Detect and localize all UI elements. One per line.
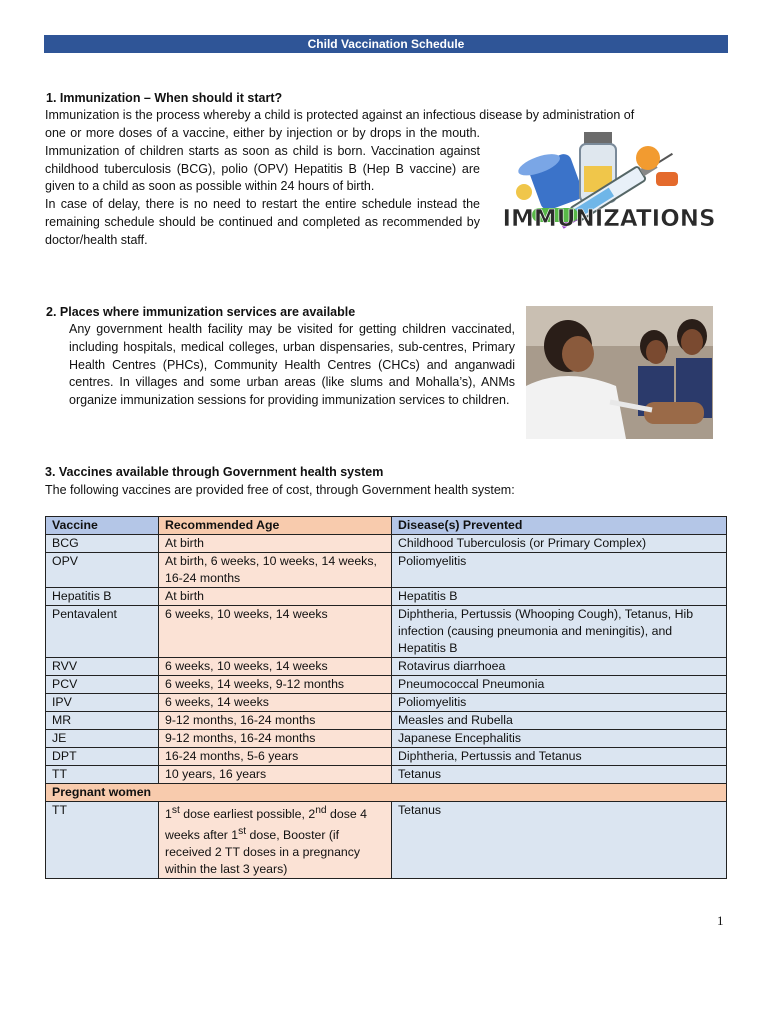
cell-vaccine: BCG <box>46 535 159 553</box>
table-row <box>46 802 727 879</box>
cell-vaccine: TT <box>46 766 159 784</box>
cell-vaccine: DPT <box>46 748 159 766</box>
cell-age: At birth <box>159 588 392 606</box>
vaccine-bottle-icon <box>498 122 720 246</box>
superscript: st <box>171 805 180 816</box>
cell-disease: Diphtheria, Pertussis (Whooping Cough), Tetanus, Hib infection (causing pneumonia and meningitis), and Hepatitis B <box>392 606 727 658</box>
table-header-row <box>46 517 727 535</box>
cell-disease: Tetanus <box>392 802 727 879</box>
table-row <box>46 730 727 748</box>
section1-para2: In case of delay, there is no need to restart the entire schedule instead the remaining schedule should be continued and completed as recommended by doctor/health staff. <box>45 197 480 247</box>
cell-vaccine: TT <box>46 802 159 879</box>
cell-disease: Poliomyelitis <box>392 553 727 588</box>
cell-age: 6 weeks, 14 weeks, 9-12 months <box>159 676 392 694</box>
table-row <box>46 766 727 784</box>
section3-intro: The following vaccines are provided free of cost, through Government health system: <box>45 483 515 497</box>
cell-age: 16-24 months, 5-6 years <box>159 748 392 766</box>
cell-age: 9-12 months, 16-24 months <box>159 730 392 748</box>
age-text: dose earliest possible, 2 <box>179 807 316 822</box>
superscript: nd <box>315 805 327 816</box>
cell-disease: Diphtheria, Pertussis and Tetanus <box>392 748 727 766</box>
cell-age: 10 years, 16 years <box>159 766 392 784</box>
table-row <box>46 588 727 606</box>
section2-body <box>69 321 515 410</box>
table-section-row <box>46 784 727 802</box>
table-row <box>46 712 727 730</box>
age-text: 1 <box>165 807 172 822</box>
cell-vaccine: IPV <box>46 694 159 712</box>
table-row <box>46 676 727 694</box>
cell-vaccine: Pentavalent <box>46 606 159 658</box>
cell-vaccine: PCV <box>46 676 159 694</box>
cell-vaccine: JE <box>46 730 159 748</box>
cell-age <box>159 802 392 879</box>
cell-vaccine: RVV <box>46 658 159 676</box>
section2-para: Any government health facility may be visited for getting children vaccinated, including hospitals, medical colleges, urban dispensaries, sub-centres, Primary Health Centres (PHCs), Community Health Centres (CHCs) and anganwadi centres. In villages and some urban areas (like slums and Mohalla’s), ANMs organize immunization sessions for providing immunization services to children. <box>69 322 515 408</box>
page-number: 1 <box>717 913 724 928</box>
cell-vaccine: OPV <box>46 553 159 588</box>
cell-disease: Measles and Rubella <box>392 712 727 730</box>
superscript: st <box>238 826 247 838</box>
immunizations-label: IMMUNIZATIONS <box>502 206 716 232</box>
cell-age: 9-12 months, 16-24 months <box>159 712 392 730</box>
age-text: dose, Booster (if received 2 TT doses in a pregnancy within the last 3 years) <box>165 828 361 877</box>
cell-disease: Hepatitis B <box>392 588 727 606</box>
cell-age: At birth <box>159 535 392 553</box>
cell-age: 6 weeks, 14 weeks <box>159 694 392 712</box>
cell-age: At birth, 6 weeks, 10 weeks, 14 weeks, 16-24 months <box>159 553 392 588</box>
section3-heading: 3. Vaccines available through Government health system <box>45 465 384 479</box>
cell-disease: Childhood Tuberculosis (or Primary Complex) <box>392 535 727 553</box>
photo-icon <box>526 306 713 439</box>
cell-vaccine: MR <box>46 712 159 730</box>
table-row <box>46 535 727 553</box>
cell-disease: Tetanus <box>392 766 727 784</box>
header-diseases-prevented: Disease(s) Prevented <box>392 517 727 535</box>
table-row <box>46 748 727 766</box>
cell-age: 6 weeks, 10 weeks, 14 weeks <box>159 606 392 658</box>
cell-disease: Pneumococcal Pneumonia <box>392 676 727 694</box>
cell-disease: Poliomyelitis <box>392 694 727 712</box>
header-recommended-age: Recommended Age <box>159 517 392 535</box>
cell-age: 6 weeks, 10 weeks, 14 weeks <box>159 658 392 676</box>
cell-disease: Japanese Encephalitis <box>392 730 727 748</box>
section2-heading: 2. Places where immunization services are available <box>46 305 356 319</box>
table-row <box>46 694 727 712</box>
header-vaccine: Vaccine <box>46 517 159 535</box>
table-row <box>46 658 727 676</box>
children-vaccination-photo <box>526 306 713 439</box>
cell-vaccine: Hepatitis B <box>46 588 159 606</box>
table-row <box>46 606 727 658</box>
table-row <box>46 553 727 588</box>
section1-para1b: one or more doses of a vaccine, either by injection or by drops in the mouth. Immunization of children starts as soon as child is born. Vaccination against childhood tuberculosis (BCG), polio (OPV) Hepatitis B (Hep B vaccine) are given to a child as soon as possible within 24 hours of birth. <box>45 126 480 194</box>
page-title: Child Vaccination Schedule <box>44 35 728 53</box>
section1-heading: 1. Immunization – When should it start? <box>46 91 283 105</box>
section1-para1: Immunization is the process whereby a child is protected against an infectious disease by administration of <box>45 108 635 122</box>
section1-body <box>45 125 480 250</box>
vaccine-table <box>45 516 727 879</box>
immunizations-illustration <box>498 122 720 246</box>
age-text: dose 4 weeks after 1 <box>165 807 367 843</box>
section-label-pregnant-women: Pregnant women <box>46 784 727 802</box>
cell-disease: Rotavirus diarrhoea <box>392 658 727 676</box>
